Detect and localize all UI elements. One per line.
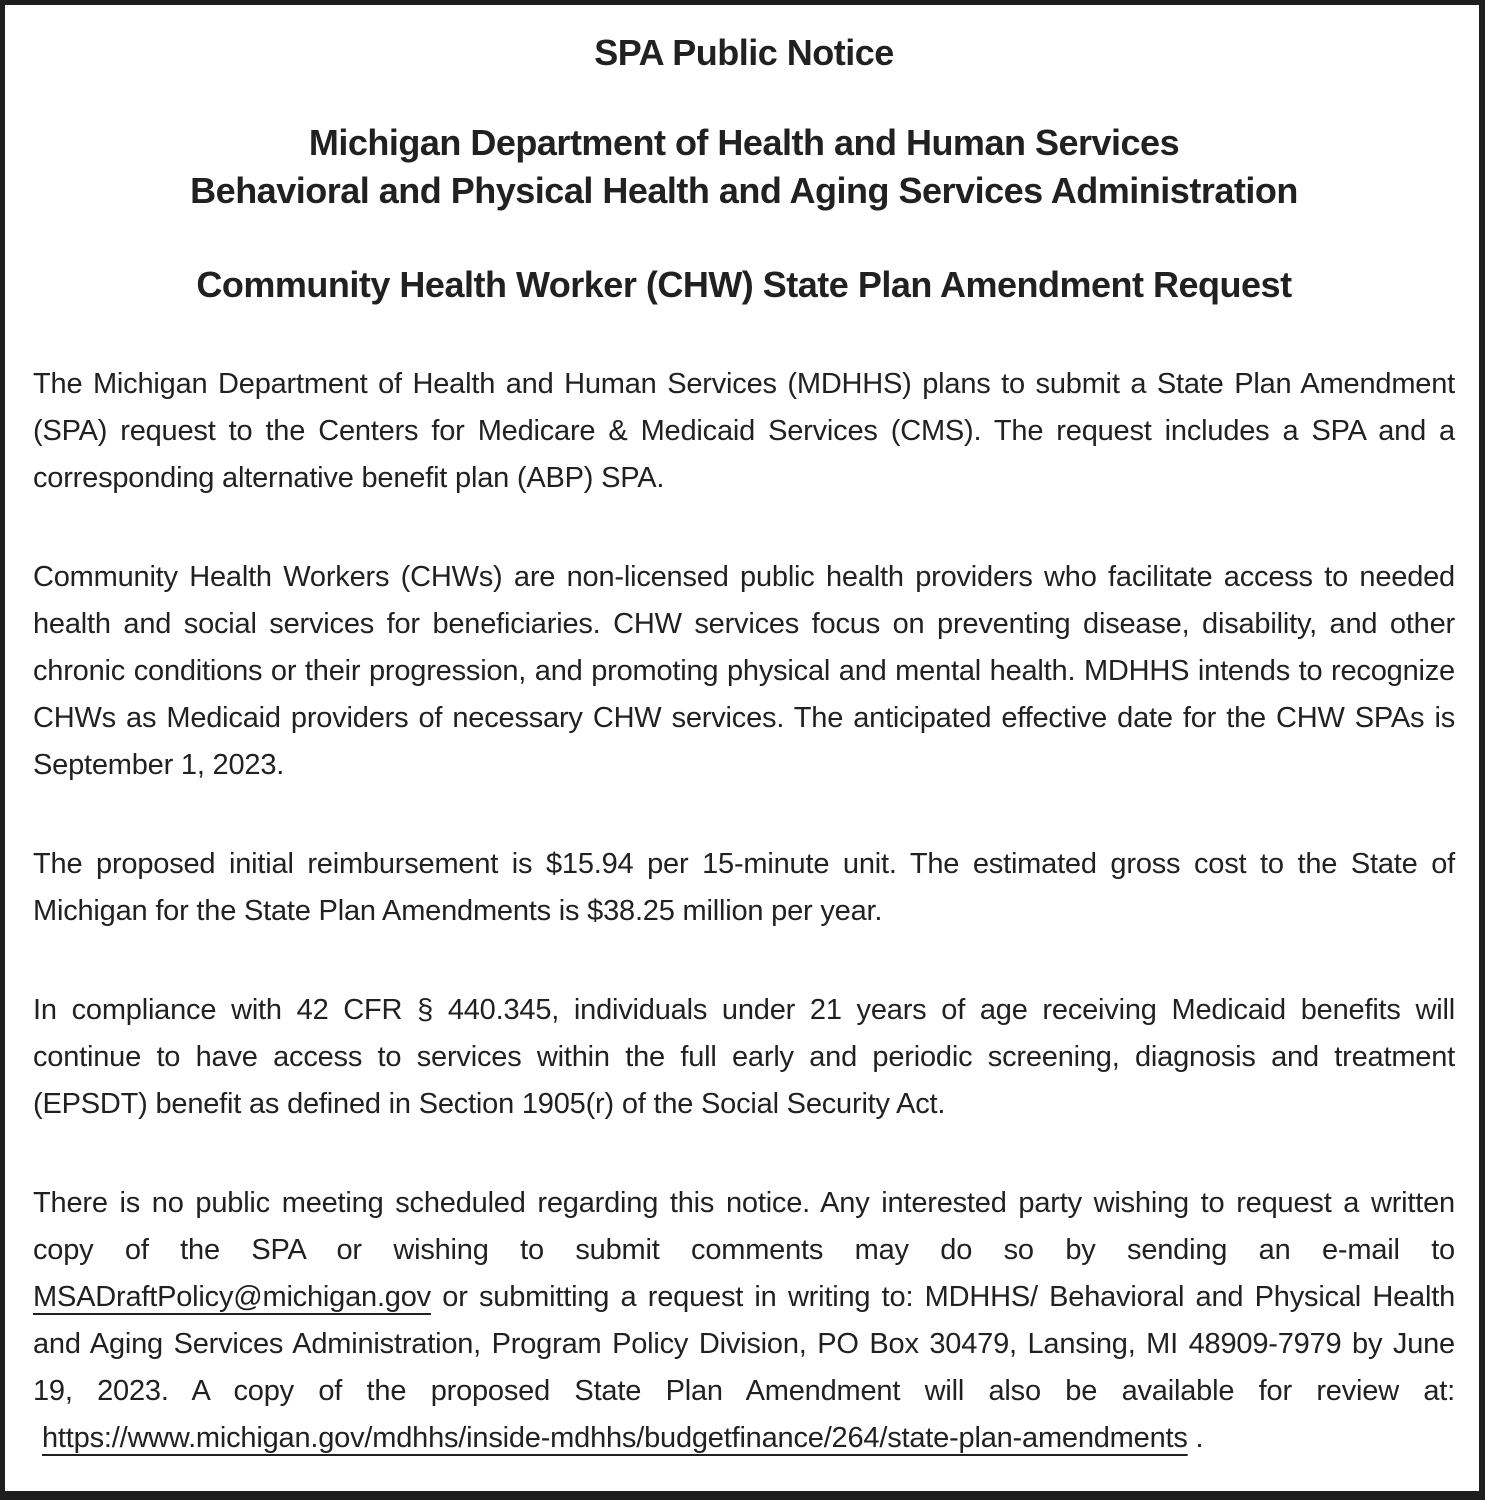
agency-name-line: Michigan Department of Health and Human Services [308, 122, 1180, 163]
paragraph-chw-description: Community Health Workers (CHWs) are non-licensed public health providers who facilitate access to needed health and social services for beneficiaries. CHW services focus on preventing disease, disability, and other chronic conditions or their progression, and promoting physical and mental health. MDHHS intends to recognize CHWs as Medicaid providers of necessary CHW services. The anticipated effective date for the CHW SPAs is September 1, 2023. [33, 561, 1455, 781]
contact-text-before-email: There is no public meeting scheduled regarding this notice. Any interested party wishing to request a written copy of the SPA or wishing to submit comments may do so by sending an e-mail to [33, 1187, 1455, 1266]
contact-text-after-email: or submitting a request in writing to: MDHHS/ Behavioral and Physical Health and Aging Services Administration, Program Policy Division, PO Box 30479, Lansing, MI 48909-7979 by June 19, 2023. A copy of the proposed State Plan Amendment will also be available for review at: [33, 1281, 1455, 1407]
paragraph-spa-request: The Michigan Department of Health and Human Services (MDHHS) plans to submit a State Plan Amendment (SPA) request to the Centers for Medicare & Medicaid Services (CMS). The request includes a SPA and a corresponding alternative benefit plan (ABP) SPA. [33, 368, 1455, 494]
paragraph-contact [33, 1180, 1455, 1462]
paragraph-compliance: In compliance with 42 CFR § 440.345, individuals under 21 years of age receiving Medicaid benefits will continue to have access to services within the full early and periodic screening, diagnosis and treatment (EPSDT) benefit as defined in Section 1905(r) of the Social Security Act. [33, 994, 1455, 1120]
agency-header [33, 119, 1455, 215]
document-title: SPA Public Notice [594, 32, 894, 73]
email-link[interactable]: MSADraftPolicy@michigan.gov [33, 1281, 431, 1313]
notice-subject-title: Community Health Worker (CHW) State Plan Amendment Request [196, 264, 1292, 305]
document-content [33, 29, 1455, 1462]
agency-division-line: Behavioral and Physical Health and Aging Services Administration [190, 170, 1298, 211]
paragraph-reimbursement: The proposed initial reimbursement is $15.94 per 15-minute unit. The estimated gross cost to the State of Michigan for the State Plan Amendments is $38.25 million per year. [33, 848, 1455, 927]
state-plan-amendments-url-link[interactable]: https://www.michigan.gov/mdhhs/inside-mdhhs/budgetfinance/264/state-plan-amendments [42, 1422, 1188, 1454]
contact-text-trailing-period: . [1187, 1422, 1204, 1454]
